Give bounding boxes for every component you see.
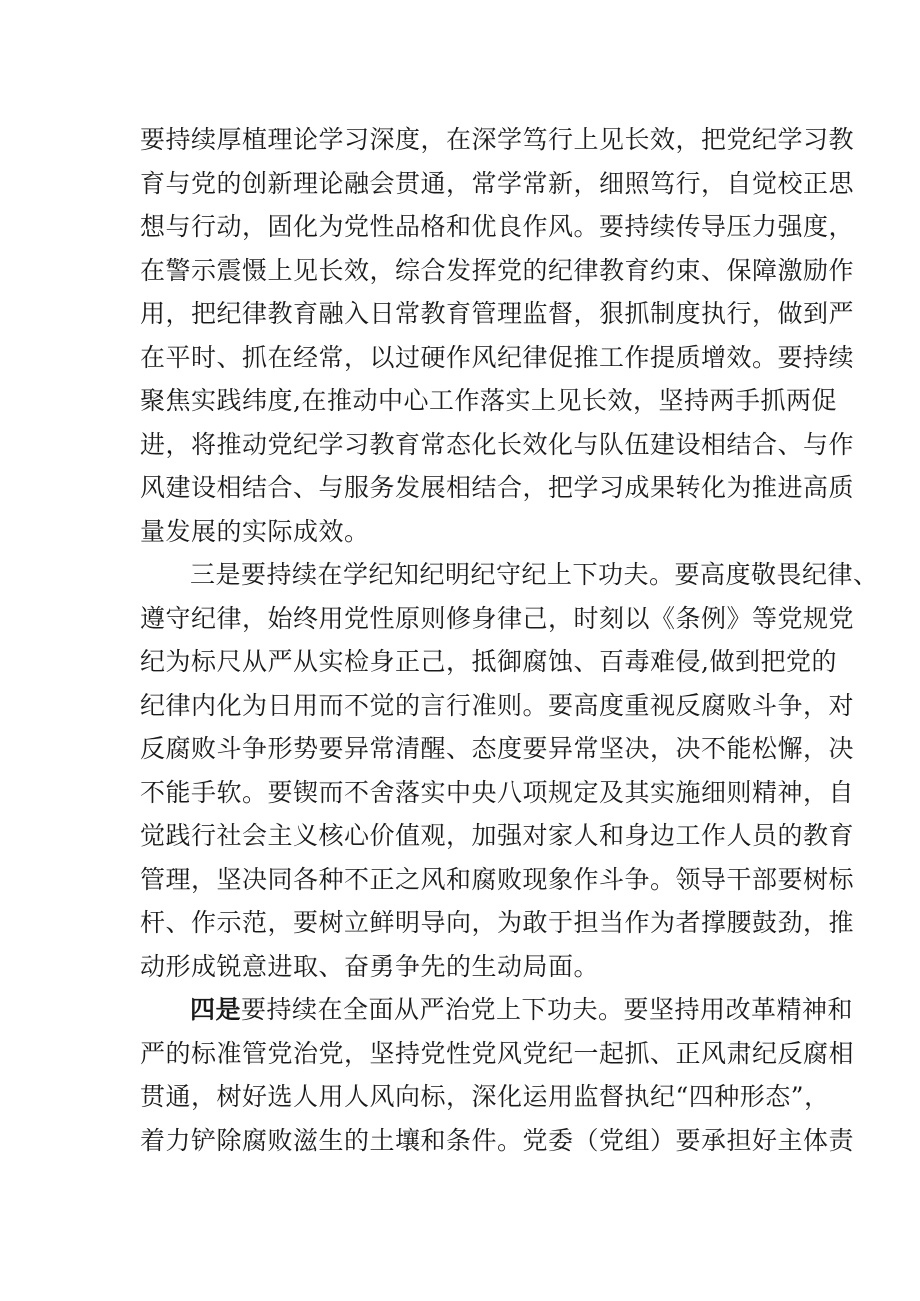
text-line: 用，把纪律教育融入日常教育管理监督，狠抓制度执行，做到严 (140, 299, 855, 328)
text-line: 量发展的实际成效。 (140, 516, 370, 546)
lead-bold-text: 四是 (190, 995, 242, 1024)
text-line: 着力铲除腐败滋生的土壤和条件。党委（党组）要承担好主体责 (140, 1125, 855, 1155)
text-line: 动形成锐意进取、奋勇争先的生动局面。 (140, 951, 600, 981)
paragraph-discipline (140, 553, 879, 988)
lead-line-text: 要持续在全面从严治党上下功夫。要坚持用改革精神和 (241, 995, 854, 1024)
text-line: 贯通，树好选人用人风向标，深化运用监督执纪“四种形态”， (140, 1082, 830, 1111)
text-line: 遵守纪律，始终用党性原则修身律己，时刻以《条例》等党规党 (140, 603, 855, 633)
paragraph-theory-study (140, 118, 855, 553)
text-line: 纪律内化为日用而不觉的言行准则。要高度重视反腐败斗争，对 (140, 690, 855, 720)
text-line: 风建设相结合、与服务发展相结合，把学习成果转化为推进高质 (140, 473, 855, 502)
text-line: 聚焦实践纬度,在推动中心工作落实上见长效，坚持两手抓两促 (140, 386, 837, 415)
text-line: 严的标准管党治党，坚持党性党风党纪一起抓、正风肃纪反腐相 (140, 1038, 855, 1068)
text-line: 不能手软。要锲而不舍落实中央八项规定及其实施细则精神，自 (140, 777, 855, 807)
text-line: 要持续厚植理论学习深度，在深学笃行上见长效，把党纪学习教 (140, 125, 855, 154)
text-line (140, 988, 854, 1032)
text-line: 纪为标尺从严从实检身正己，抵御腐蚀、百毒难侵,做到把党的 (140, 647, 837, 676)
text-line: 想与行动，固化为党性品格和优良作风。要持续传导压力强度， (140, 212, 855, 241)
text-line: 在警示震慑上见长效，综合发挥党的纪律教育约束、保障激励作 (140, 255, 855, 285)
text-line: 育与党的创新理论融会贯通，常学常新，细照笃行，自觉校正思 (140, 168, 855, 198)
text-line: 反腐败斗争形势要异常清醒、态度要异常坚决，决不能松懈，决 (140, 734, 855, 763)
text-line: 杆、作示范，要树立鲜明导向，为敢于担当作为者撑腰鼓劲，推 (140, 908, 855, 937)
text-line: 三是要持续在学纪知纪明纪守纪上下功夫。要高度敬畏纪律、 (190, 560, 879, 589)
text-line: 觉践行社会主义核心价值观，加强对家人和身边工作人员的教育 (140, 821, 855, 850)
document-body (140, 118, 879, 1162)
text-line: 管理，坚决同各种不正之风和腐败现象作斗争。领导干部要树标 (140, 864, 855, 894)
text-line: 在平时、抓在经常，以过硬作风纪律促推工作提质增效。要持续 (140, 342, 855, 372)
paragraph-party-governance (140, 988, 855, 1162)
text-line: 进，将推动党纪学习教育常态化长效化与队伍建设相结合、与作 (140, 429, 855, 459)
